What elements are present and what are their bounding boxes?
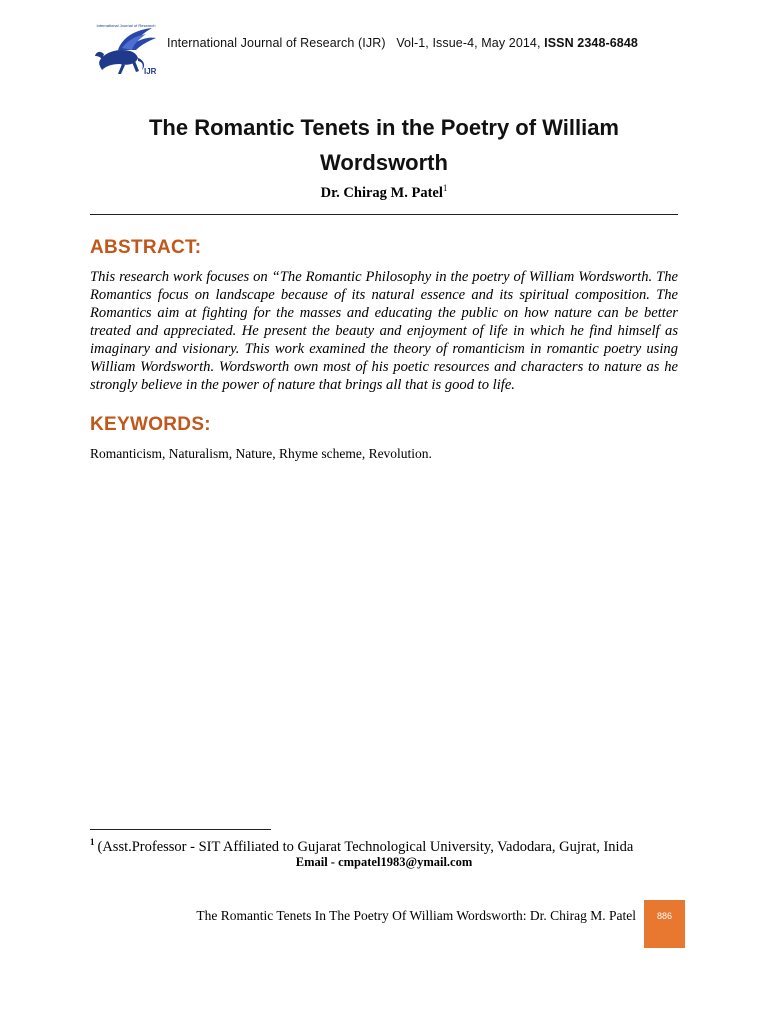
page-number: 886 bbox=[656, 911, 673, 921]
journal-issn: ISSN 2348-6848 bbox=[544, 36, 638, 50]
paper-title-line2: Wordsworth bbox=[320, 150, 448, 175]
keywords-body: Romanticism, Naturalism, Nature, Rhyme scheme, Revolution. bbox=[90, 446, 432, 461]
footnote-text: (Asst.Professor - SIT Affiliated to Gujarat Technological University, Vadodara, Gujrat, Inida bbox=[97, 838, 634, 855]
author-line bbox=[90, 183, 678, 202]
paper-title bbox=[90, 110, 678, 180]
journal-name: International Journal of Research (IJR) bbox=[167, 36, 386, 50]
logo-mark: IJR bbox=[144, 67, 157, 76]
author-name: Dr. Chirag M. Patel bbox=[320, 184, 443, 201]
paper-title-line1: The Romantic Tenets in the Poetry of William bbox=[148, 115, 619, 140]
abstract-heading: ABSTRACT: bbox=[90, 237, 202, 258]
logo-caption: International Journal of Research bbox=[96, 23, 156, 28]
page-number-badge bbox=[644, 900, 685, 948]
journal-header bbox=[167, 36, 638, 50]
abstract-body: This research work focuses on “The Romantic Philosophy in the poetry of William Wordsworth. The Romantics focus on landscape because of its natural essence and its spiritual composition. The Romantics aim at fighting for the masses and educating the public on how nature can be better treated and appreciated. He present the beauty and enjoyment of life in which he find himself as imaginary and visionary. This work examined the theory of romanticism in romantic poetry using William Wordsworth. Wordsworth own most of his poetic resources and characters to nature as he strongly believe in the power of nature that brings all that is good to life. bbox=[90, 269, 678, 393]
footnote-mark: 1 bbox=[90, 837, 95, 847]
footnote-email: Email - cmpatel1983@ymail.com bbox=[295, 855, 473, 869]
title-divider bbox=[90, 214, 678, 215]
footnote bbox=[90, 837, 633, 856]
journal-logo bbox=[92, 20, 160, 82]
running-footer: The Romantic Tenets In The Poetry Of William Wordsworth: Dr. Chirag M. Patel bbox=[196, 908, 636, 923]
journal-issue: Vol-1, Issue-4, May 2014, bbox=[396, 36, 541, 50]
footnote-divider bbox=[90, 829, 271, 830]
author-footnote-mark: 1 bbox=[442, 183, 448, 193]
pegasus-logo-icon bbox=[92, 20, 160, 82]
keywords-heading: KEYWORDS: bbox=[90, 414, 211, 435]
